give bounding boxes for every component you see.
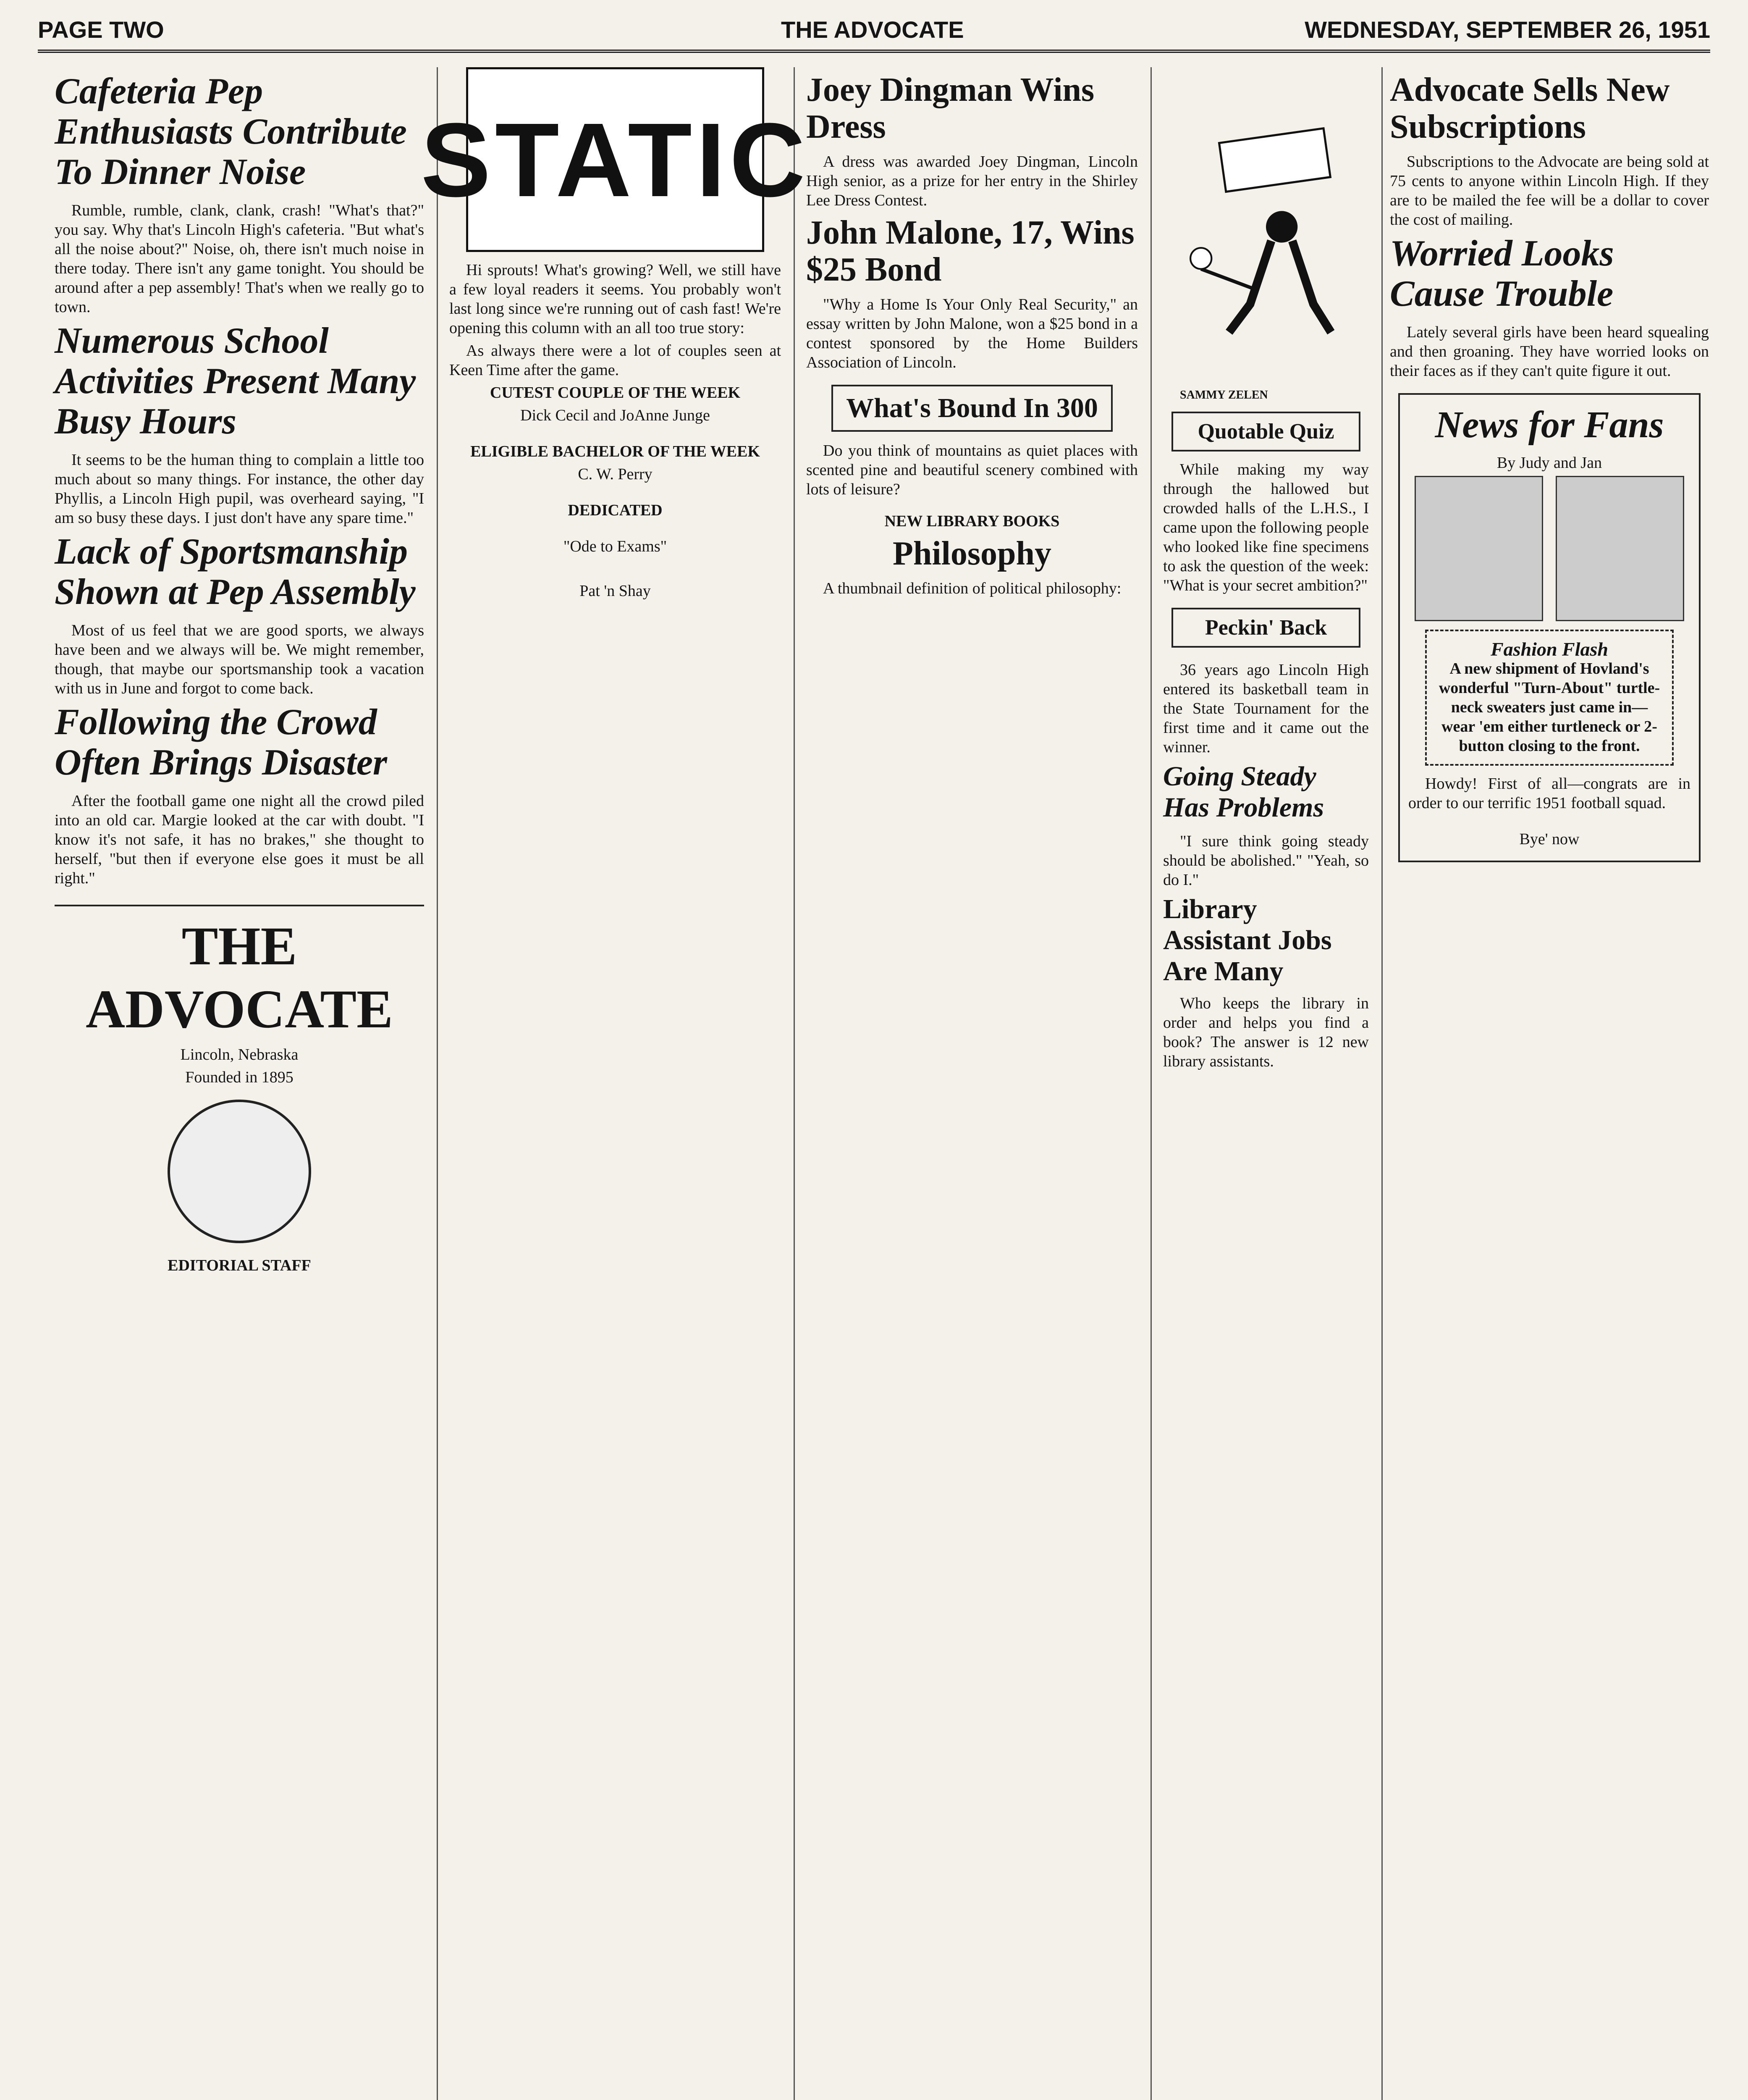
headline: Numerous School Activities Present Many Busy Hours	[55, 320, 416, 442]
article-body: Who keeps the library in order and helps you find a book? The answer is 12 new library assistants.	[1163, 995, 1369, 1070]
couple-names: Dick Cecil and JoAnne Junge	[520, 407, 710, 424]
column-rule	[1150, 67, 1152, 2100]
headline: Following the Crowd Often Brings Disaster	[55, 702, 388, 783]
fashion-flash	[1425, 630, 1674, 766]
article-body: It seems to be the human thing to complain a little too much about so many things. For instance, the other day Phyllis, a Lincoln High pupil, was overheard saying, "I am so busy these days. I just don't have any spare time."	[55, 451, 424, 527]
staff-heading: EDITORIAL STAFF	[168, 1257, 311, 1274]
headline: John Malone, 17, Wins $25 Bond	[806, 214, 1135, 288]
headline: Cafeteria Pep Enthusiasts Contribute To Dinner Noise	[55, 71, 407, 192]
fans-title: News for Fans	[1435, 404, 1664, 446]
headline: Joey Dingman Wins Dress	[806, 71, 1095, 145]
section-box: What's Bound In 300	[831, 385, 1113, 432]
books-heading: NEW LIBRARY BOOKS	[884, 512, 1060, 530]
section-box: Quotable Quiz	[1171, 412, 1360, 452]
section-box: Peckin' Back	[1171, 608, 1360, 648]
cartoon-image	[1180, 67, 1352, 403]
poem-title: "Ode to Exams"	[563, 538, 667, 555]
article-body: A thumbnail definition of political philosophy:	[823, 580, 1122, 597]
column-rule	[437, 67, 438, 2100]
signoff: Bye' now	[1519, 830, 1580, 848]
article-body: Do you think of mountains as quiet places with scented pine and beautiful scenery combined with lots of leisure?	[806, 442, 1138, 498]
advocate-title: THE ADVOCATE	[86, 916, 393, 1040]
article-body: Lately several girls have been heard squealing and then groaning. They have worried looks on their faces as if they can't quite figure it out.	[1390, 323, 1709, 380]
column-4	[1163, 67, 1369, 2100]
column-5	[1390, 67, 1709, 2100]
column-3	[806, 67, 1138, 2100]
article-body: "I sure think going steady should be abolished." "Yeah, so do I."	[1163, 832, 1369, 889]
photo-row	[1408, 476, 1690, 621]
dedicated-heading: DEDICATED	[568, 501, 663, 519]
article-body: 36 years ago Lincoln High entered its basketball team in the State Tournament for the first time and it came out the winner.	[1163, 661, 1369, 756]
bachelor-name: C. W. Perry	[578, 465, 653, 483]
article-body: Howdy! First of all—congrats are in order to our terrific 1951 football squad.	[1408, 775, 1690, 812]
column-rule	[1381, 67, 1383, 2100]
flash-title: Fashion Flash	[1491, 638, 1608, 660]
paper-name: THE ADVOCATE	[781, 16, 964, 43]
column-2	[421, 67, 810, 2100]
article-body: As always there were a lot of couples seen at Keen Time after the game.	[449, 342, 781, 379]
article-body: Rumble, rumble, clank, clank, crash! "What's that?" you say. Why that's Lincoln High's cafeteria. "But what's all the noise about?" Noise, oh, there isn't much noise in there today. There isn't any game tonight. You should be around after a pep assembly! That's when we really go to town.	[55, 202, 424, 316]
headline: Library Assistant Jobs Are Many	[1163, 894, 1332, 987]
cartoon-credit: SAMMY ZELEN	[1180, 388, 1268, 402]
headline: Going Steady Has Problems	[1163, 761, 1324, 823]
bachelor-heading: ELIGIBLE BACHELOR OF THE WEEK	[470, 443, 760, 460]
static-logo: STATIC	[466, 67, 764, 252]
article-body: Hi sprouts! What's growing? Well, we still have a few loyal readers it seems. You probably won't last long since we're running out of cash fast! We're opening this column with an all too true story:	[449, 261, 781, 337]
article-body: Subscriptions to the Advocate are being sold at 75 cents to anyone within Lincoln High. If they are to be mailed the fee will be a dollar to cover the cost of mailing.	[1390, 153, 1709, 228]
location: Lincoln, Nebraska	[180, 1046, 299, 1063]
byline: Pat 'n Shay	[579, 582, 651, 600]
column-rule	[794, 67, 795, 2100]
article-body: Most of us feel that we are good sports, we always have been and we always will be. We might remember, though, that maybe our sportsmanship took a vacation with us in June and forgot to come back.	[55, 622, 424, 697]
author-photo	[1415, 476, 1543, 621]
press-seal-icon	[168, 1100, 311, 1243]
article-body: A dress was awarded Joey Dingman, Lincoln High senior, as a prize for her entry in the Shirley Lee Dress Contest.	[806, 153, 1138, 209]
masthead	[38, 12, 1710, 53]
author-photo	[1556, 476, 1684, 621]
advocate-masthead	[55, 905, 424, 1275]
cartoon-drawing	[1180, 67, 1352, 386]
headline: Worried Looks Cause Trouble	[1390, 233, 1614, 314]
headline: Advocate Sells New Subscriptions	[1390, 71, 1670, 145]
issue-date: WEDNESDAY, SEPTEMBER 26, 1951	[1305, 16, 1710, 43]
headline: Lack of Sportsmanship Shown at Pep Assembly	[55, 531, 416, 612]
article-body: "Why a Home Is Your Only Real Security," an essay written by John Malone, won a $25 bond in a contest sponsored by the Home Builders Association of Lincoln.	[806, 296, 1138, 371]
fans-byline: By Judy and Jan	[1496, 454, 1602, 472]
couple-heading: CUTEST COUPLE OF THE WEEK	[490, 384, 741, 402]
fans-column	[1398, 393, 1701, 862]
column-1	[55, 67, 424, 2100]
article-body: While making my way through the hallowed but crowded halls of the L.H.S., I came upon the following people who looked like fine specimens to ask the question of the week: "What is your secret ambition?"	[1163, 461, 1369, 594]
founded: Founded in 1895	[185, 1068, 294, 1086]
page-number: PAGE TWO	[38, 16, 164, 43]
flash-body: A new shipment of Hovland's wonderful "Turn-About" turtle-neck sweaters just came in—wear 'em either turtleneck or 2-button closing to the front.	[1439, 660, 1660, 755]
headline: Philosophy	[893, 535, 1051, 572]
article-body: After the football game one night all the crowd piled into an old car. Margie looked at the car with doubt. "I know it's not safe, it has no brakes," she thought to herself, "but then if everyone else goes it must be all right."	[55, 792, 424, 887]
